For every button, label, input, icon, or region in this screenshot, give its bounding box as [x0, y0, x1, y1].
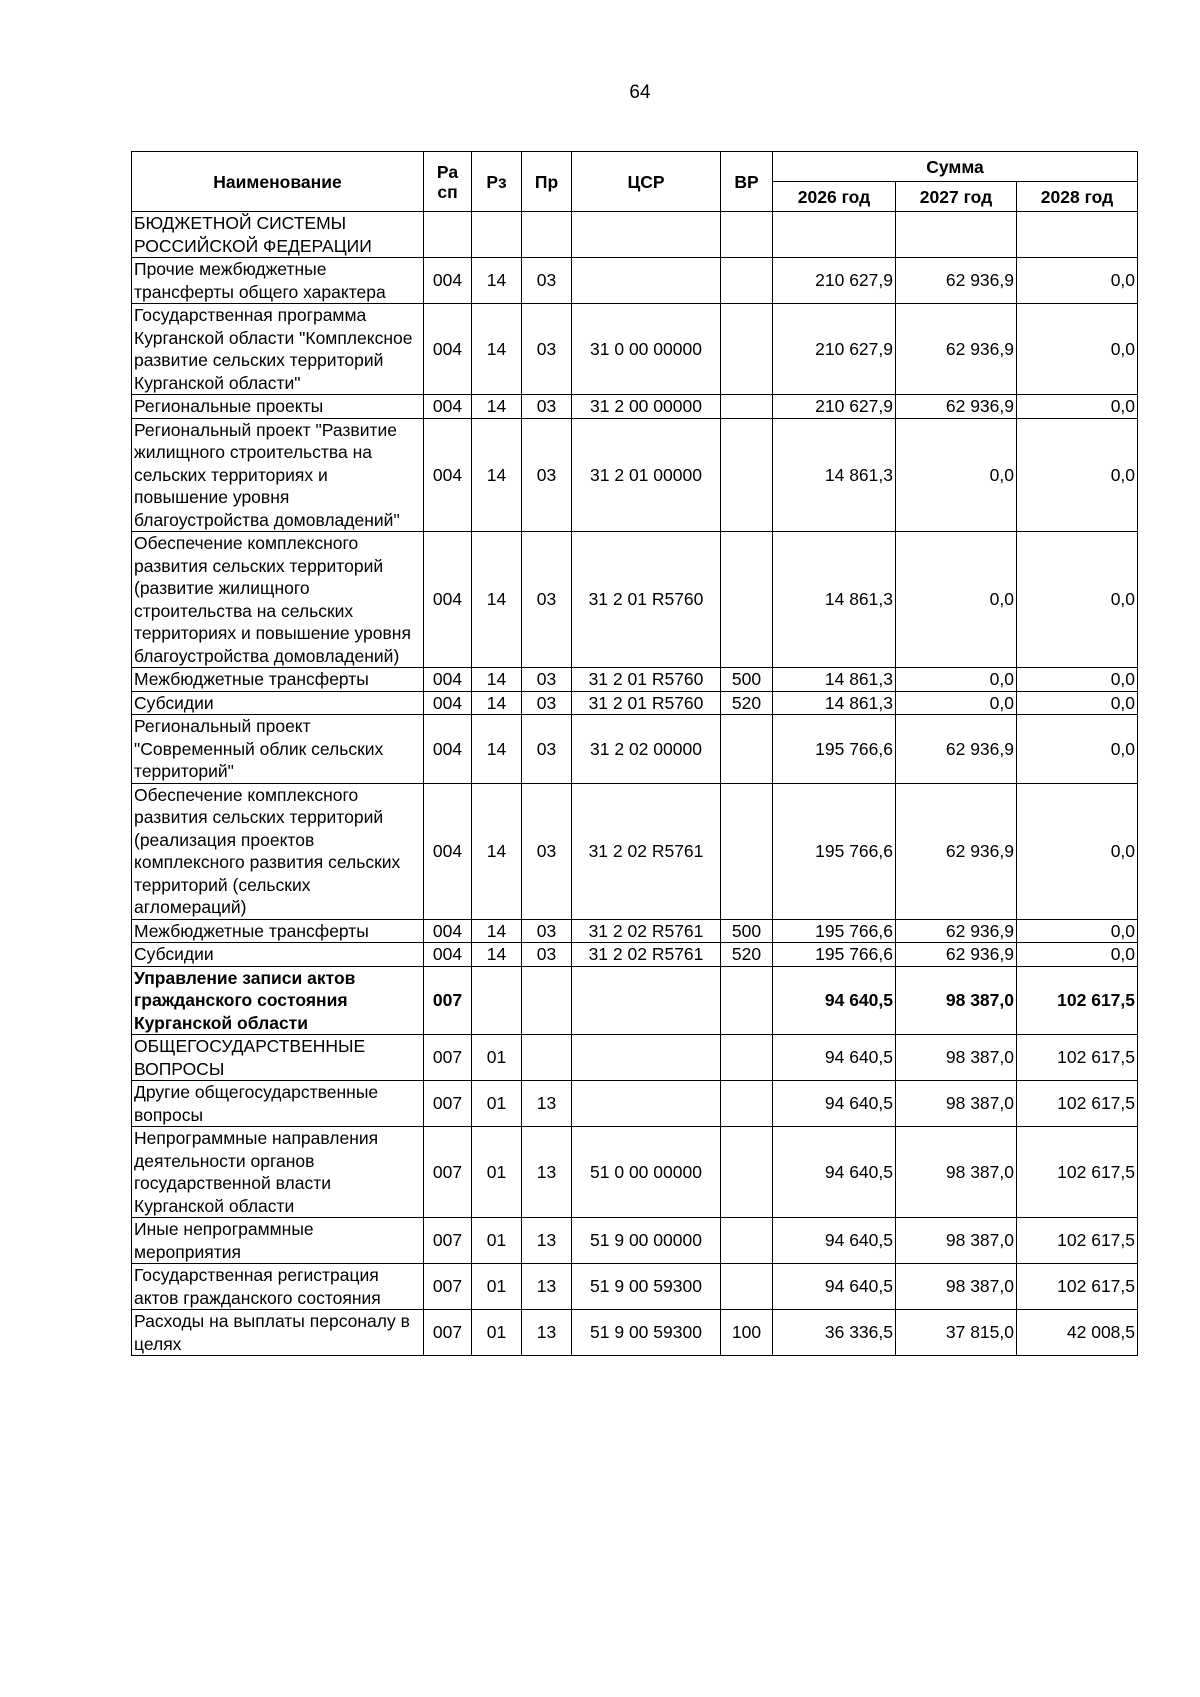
row-sum-2026 [773, 212, 896, 258]
row-rz: 14 [472, 395, 522, 419]
row-sum-2027: 62 936,9 [896, 919, 1017, 943]
row-sum-2026: 94 640,5 [773, 1081, 896, 1127]
row-sum-2027: 98 387,0 [896, 966, 1017, 1035]
row-sum-2027: 62 936,9 [896, 395, 1017, 419]
row-rasp: 007 [424, 1081, 472, 1127]
row-vr: 520 [721, 943, 773, 967]
row-rz: 14 [472, 418, 522, 532]
row-rz: 14 [472, 783, 522, 919]
row-name: Непрограммные направления деятельности органов государственной власти Курганской области [132, 1127, 424, 1218]
table-row [132, 395, 1138, 419]
row-name: Региональный проект "Современный облик сельских территорий" [132, 715, 424, 784]
row-rz: 01 [472, 1264, 522, 1310]
row-rasp: 007 [424, 1218, 472, 1264]
header-sum: Сумма [773, 152, 1138, 182]
row-vr: 500 [721, 668, 773, 692]
row-rz [472, 212, 522, 258]
row-name: Государственная программа Курганской области "Комплексное развитие сельских территорий Курганской области" [132, 304, 424, 395]
row-sum-2028: 42 008,5 [1017, 1310, 1138, 1356]
table-body [132, 212, 1138, 1356]
budget-table [131, 151, 1138, 1356]
row-rasp: 004 [424, 919, 472, 943]
row-vr [721, 1264, 773, 1310]
row-sum-2028 [1017, 212, 1138, 258]
row-sum-2028: 0,0 [1017, 258, 1138, 304]
row-vr [721, 1081, 773, 1127]
row-csr [572, 258, 721, 304]
row-csr: 51 9 00 00000 [572, 1218, 721, 1264]
row-sum-2027 [896, 212, 1017, 258]
row-sum-2027: 62 936,9 [896, 304, 1017, 395]
table-row [132, 532, 1138, 668]
row-sum-2028: 102 617,5 [1017, 1035, 1138, 1081]
row-sum-2027: 98 387,0 [896, 1127, 1017, 1218]
table-row [132, 304, 1138, 395]
table-row [132, 418, 1138, 532]
row-pr: 03 [522, 395, 572, 419]
row-sum-2028: 0,0 [1017, 668, 1138, 692]
row-rz: 01 [472, 1081, 522, 1127]
table-row [132, 668, 1138, 692]
row-sum-2027: 62 936,9 [896, 715, 1017, 784]
row-vr [721, 304, 773, 395]
row-csr: 31 2 02 R5761 [572, 919, 721, 943]
row-sum-2027: 0,0 [896, 668, 1017, 692]
row-csr: 31 0 00 00000 [572, 304, 721, 395]
row-pr: 03 [522, 691, 572, 715]
row-sum-2026: 94 640,5 [773, 1035, 896, 1081]
row-rz: 01 [472, 1218, 522, 1264]
row-sum-2026: 36 336,5 [773, 1310, 896, 1356]
row-sum-2026: 14 861,3 [773, 668, 896, 692]
row-pr: 03 [522, 715, 572, 784]
row-sum-2028: 102 617,5 [1017, 966, 1138, 1035]
row-csr [572, 1035, 721, 1081]
row-sum-2026: 94 640,5 [773, 1127, 896, 1218]
page-number: 64 [629, 82, 651, 103]
row-sum-2028: 0,0 [1017, 304, 1138, 395]
row-sum-2026: 195 766,6 [773, 715, 896, 784]
header-pr: Пр [522, 152, 572, 212]
row-sum-2028: 0,0 [1017, 715, 1138, 784]
row-sum-2027: 98 387,0 [896, 1218, 1017, 1264]
row-name: Межбюджетные трансферты [132, 919, 424, 943]
row-pr: 13 [522, 1218, 572, 1264]
row-csr: 31 2 01 R5760 [572, 532, 721, 668]
row-sum-2027: 0,0 [896, 691, 1017, 715]
row-csr: 51 9 00 59300 [572, 1310, 721, 1356]
row-sum-2026: 94 640,5 [773, 966, 896, 1035]
table-row [132, 1127, 1138, 1218]
row-pr: 03 [522, 919, 572, 943]
row-pr: 03 [522, 304, 572, 395]
row-pr: 03 [522, 258, 572, 304]
row-vr [721, 783, 773, 919]
row-rz [472, 966, 522, 1035]
row-sum-2027: 0,0 [896, 532, 1017, 668]
header-rz: Рз [472, 152, 522, 212]
row-csr: 51 0 00 00000 [572, 1127, 721, 1218]
row-rasp: 007 [424, 1035, 472, 1081]
row-sum-2027: 62 936,9 [896, 943, 1017, 967]
row-pr [522, 212, 572, 258]
row-pr: 03 [522, 418, 572, 532]
row-rasp: 004 [424, 418, 472, 532]
row-sum-2026: 14 861,3 [773, 691, 896, 715]
table-row [132, 1264, 1138, 1310]
table-row [132, 1081, 1138, 1127]
table-row [132, 1310, 1138, 1356]
row-sum-2026: 210 627,9 [773, 304, 896, 395]
row-rz: 01 [472, 1310, 522, 1356]
row-vr [721, 395, 773, 419]
row-sum-2026: 195 766,6 [773, 919, 896, 943]
row-rz: 14 [472, 258, 522, 304]
row-rasp: 004 [424, 783, 472, 919]
row-rz: 01 [472, 1127, 522, 1218]
row-sum-2028: 0,0 [1017, 532, 1138, 668]
row-vr [721, 966, 773, 1035]
header-csr: ЦСР [572, 152, 721, 212]
row-csr: 31 2 02 R5761 [572, 783, 721, 919]
header-name: Наименование [132, 152, 424, 212]
row-sum-2028: 0,0 [1017, 783, 1138, 919]
row-csr [572, 212, 721, 258]
row-sum-2026: 94 640,5 [773, 1218, 896, 1264]
row-sum-2026: 94 640,5 [773, 1264, 896, 1310]
row-pr: 13 [522, 1127, 572, 1218]
row-rasp: 007 [424, 1310, 472, 1356]
row-vr [721, 1035, 773, 1081]
row-rasp: 007 [424, 1264, 472, 1310]
row-name: Расходы на выплаты персоналу в целях [132, 1310, 424, 1356]
row-pr: 03 [522, 783, 572, 919]
row-vr [721, 532, 773, 668]
row-sum-2027: 98 387,0 [896, 1035, 1017, 1081]
header-2026: 2026 год [773, 182, 896, 212]
row-sum-2026: 195 766,6 [773, 783, 896, 919]
row-csr [572, 966, 721, 1035]
row-name: Иные непрограммные мероприятия [132, 1218, 424, 1264]
row-rz: 14 [472, 919, 522, 943]
row-vr: 500 [721, 919, 773, 943]
row-sum-2028: 102 617,5 [1017, 1081, 1138, 1127]
table-row [132, 783, 1138, 919]
row-rz: 14 [472, 304, 522, 395]
row-name: Прочие межбюджетные трансферты общего характера [132, 258, 424, 304]
row-name: Региональные проекты [132, 395, 424, 419]
row-sum-2028: 102 617,5 [1017, 1264, 1138, 1310]
row-vr [721, 1127, 773, 1218]
row-name: Государственная регистрация актов гражданского состояния [132, 1264, 424, 1310]
table-row [132, 919, 1138, 943]
table-row [132, 258, 1138, 304]
row-sum-2027: 37 815,0 [896, 1310, 1017, 1356]
row-csr: 31 2 02 00000 [572, 715, 721, 784]
row-pr: 13 [522, 1310, 572, 1356]
row-name: БЮДЖЕТНОЙ СИСТЕМЫ РОССИЙСКОЙ ФЕДЕРАЦИИ [132, 212, 424, 258]
row-sum-2028: 102 617,5 [1017, 1218, 1138, 1264]
row-sum-2027: 62 936,9 [896, 783, 1017, 919]
row-sum-2027: 0,0 [896, 418, 1017, 532]
row-csr [572, 1081, 721, 1127]
row-sum-2026: 195 766,6 [773, 943, 896, 967]
row-vr [721, 1218, 773, 1264]
row-sum-2026: 14 861,3 [773, 532, 896, 668]
row-sum-2026: 14 861,3 [773, 418, 896, 532]
row-sum-2028: 0,0 [1017, 943, 1138, 967]
row-rasp [424, 212, 472, 258]
table-row [132, 691, 1138, 715]
row-rz: 14 [472, 691, 522, 715]
row-sum-2028: 0,0 [1017, 395, 1138, 419]
row-pr: 03 [522, 532, 572, 668]
row-csr: 31 2 01 R5760 [572, 668, 721, 692]
row-csr: 31 2 01 R5760 [572, 691, 721, 715]
row-name: Обеспечение комплексного развития сельских территорий (реализация проектов комплексного развития сельских территорий (сельских агломераций) [132, 783, 424, 919]
table-row [132, 966, 1138, 1035]
row-rz: 01 [472, 1035, 522, 1081]
row-sum-2028: 0,0 [1017, 691, 1138, 715]
row-rz: 14 [472, 715, 522, 784]
row-rasp: 004 [424, 304, 472, 395]
table-row [132, 1035, 1138, 1081]
row-sum-2027: 98 387,0 [896, 1264, 1017, 1310]
row-pr [522, 1035, 572, 1081]
row-rasp: 004 [424, 691, 472, 715]
row-pr: 03 [522, 943, 572, 967]
row-vr [721, 258, 773, 304]
header-2027: 2027 год [896, 182, 1017, 212]
row-rasp: 007 [424, 966, 472, 1035]
row-rasp: 007 [424, 1127, 472, 1218]
header-vr: ВР [721, 152, 773, 212]
row-name: Обеспечение комплексного развития сельских территорий (развитие жилищного строительства на сельских территориях и повышение уровня благоустройства домовладений) [132, 532, 424, 668]
row-rasp: 004 [424, 715, 472, 784]
header-2028: 2028 год [1017, 182, 1138, 212]
row-vr [721, 212, 773, 258]
row-name: Субсидии [132, 691, 424, 715]
row-sum-2028: 0,0 [1017, 919, 1138, 943]
row-rasp: 004 [424, 258, 472, 304]
row-vr [721, 715, 773, 784]
header-rasp: Ра сп [424, 152, 472, 212]
row-name: Другие общегосударственные вопросы [132, 1081, 424, 1127]
row-sum-2027: 98 387,0 [896, 1081, 1017, 1127]
row-csr: 31 2 01 00000 [572, 418, 721, 532]
row-rasp: 004 [424, 395, 472, 419]
row-rz: 14 [472, 532, 522, 668]
table-row [132, 715, 1138, 784]
row-sum-2026: 210 627,9 [773, 258, 896, 304]
row-pr: 03 [522, 668, 572, 692]
row-rz: 14 [472, 668, 522, 692]
row-csr: 31 2 00 00000 [572, 395, 721, 419]
row-rasp: 004 [424, 943, 472, 967]
row-sum-2026: 210 627,9 [773, 395, 896, 419]
row-name: ОБЩЕГОСУДАРСТВЕННЫЕ ВОПРОСЫ [132, 1035, 424, 1081]
row-pr: 13 [522, 1081, 572, 1127]
row-name: Управление записи актов гражданского состояния Курганской области [132, 966, 424, 1035]
row-sum-2028: 102 617,5 [1017, 1127, 1138, 1218]
row-pr: 13 [522, 1264, 572, 1310]
row-rz: 14 [472, 943, 522, 967]
table-row [132, 212, 1138, 258]
row-sum-2028: 0,0 [1017, 418, 1138, 532]
row-csr: 31 2 02 R5761 [572, 943, 721, 967]
row-vr [721, 418, 773, 532]
row-pr [522, 966, 572, 1035]
row-sum-2027: 62 936,9 [896, 258, 1017, 304]
row-csr: 51 9 00 59300 [572, 1264, 721, 1310]
row-name: Межбюджетные трансферты [132, 668, 424, 692]
row-rasp: 004 [424, 668, 472, 692]
row-vr: 520 [721, 691, 773, 715]
table-row [132, 1218, 1138, 1264]
table-row [132, 943, 1138, 967]
row-name: Региональный проект "Развитие жилищного строительства на сельских территориях и повышение уровня благоустройства домовладений" [132, 418, 424, 532]
row-name: Субсидии [132, 943, 424, 967]
row-vr: 100 [721, 1310, 773, 1356]
row-rasp: 004 [424, 532, 472, 668]
